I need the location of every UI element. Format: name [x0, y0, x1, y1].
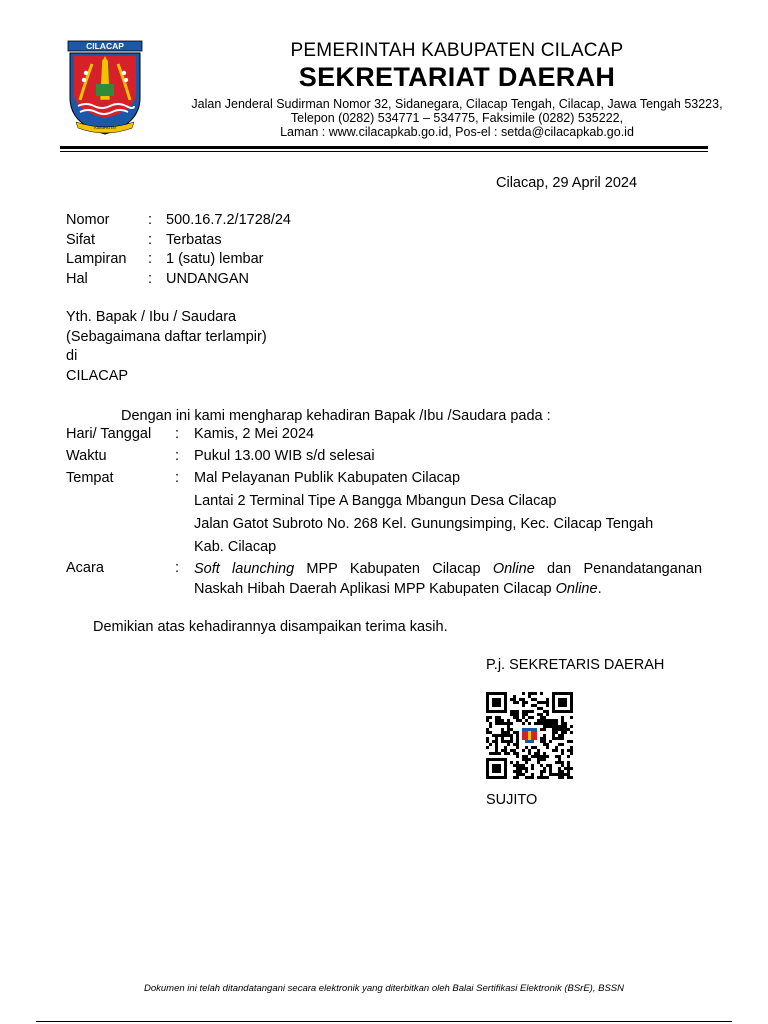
- meta-row-number: [66, 211, 566, 231]
- cilacap-coat-of-arms-logo: [66, 40, 144, 136]
- meta-row-subject: [66, 270, 566, 290]
- signature-qr-code-icon: [486, 692, 573, 779]
- government-name: PEMERINTAH KABUPATEN CILACAP: [290, 40, 624, 61]
- detail-key: Hari/ Tanggal: [66, 426, 152, 442]
- meta-value: 1 (satu) lembar: [166, 251, 264, 267]
- agenda-text-part: MPP Kabupaten Cilacap: [294, 561, 493, 577]
- meta-value: 500.16.7.2/1728/24: [166, 212, 291, 228]
- meta-sep: :: [148, 212, 153, 228]
- recipient-line: di: [66, 348, 78, 364]
- agenda-line: [194, 559, 702, 579]
- meta-sep: :: [148, 251, 153, 267]
- detail-key: Waktu: [66, 448, 107, 464]
- meta-value: Terbatas: [166, 231, 222, 248]
- place-line: Jalan Gatot Subroto No. 268 Kel. Gunungsimping, Kec. Cilacap Tengah: [194, 516, 654, 532]
- detail-sep: :: [175, 470, 180, 486]
- recipient-line: (Sebagaimana daftar terlampir): [66, 328, 267, 345]
- footer-divider: [36, 1021, 732, 1022]
- meta-key: Lampiran: [66, 251, 127, 267]
- meta-value: UNDANGAN: [166, 270, 249, 287]
- signer-title: P.j. SEKRETARIS DAERAH: [486, 657, 665, 673]
- detail-value: Pukul 13.00 WIB s/d selesai: [194, 448, 375, 464]
- website-email-line: Laman : www.cilacapkab.go.id, Pos-el : setda@cilacapkab.go.id: [280, 125, 634, 139]
- place-line: Lantai 2 Terminal Tipe A Bangga Mbangun Desa Cilacap: [194, 493, 557, 509]
- meta-key: Hal: [66, 270, 88, 287]
- detail-key: Acara: [66, 560, 104, 576]
- meta-row-nature: [66, 231, 566, 251]
- meta-key: Sifat: [66, 231, 96, 248]
- recipient-line: Yth. Bapak / Ibu / Saudara: [66, 309, 237, 325]
- meta-row-attachment: [66, 250, 566, 270]
- letter-date: Cilacap, 29 April 2024: [496, 175, 638, 191]
- meta-key: Nomor: [66, 212, 110, 228]
- letterhead-divider-thin: [60, 151, 708, 152]
- place-line: Kab. Cilacap: [194, 539, 277, 555]
- letterhead-divider-thick: [60, 146, 708, 149]
- signer-name: SUJITO: [486, 792, 538, 808]
- office-name: SEKRETARIAT DAERAH: [298, 62, 616, 92]
- agenda-text: [194, 559, 702, 599]
- agenda-line: [194, 579, 702, 599]
- meta-sep: :: [148, 270, 153, 287]
- agenda-text-part: Naskah Hibah Daerah Aplikasi MPP Kabupaten Cilacap: [194, 581, 556, 597]
- recipient-city: CILACAP: [66, 367, 129, 384]
- detail-key: Tempat: [66, 470, 114, 486]
- detail-sep: :: [175, 560, 180, 576]
- detail-value: Mal Pelayanan Publik Kabupaten Cilacap: [194, 470, 461, 486]
- agenda-italic: Online: [555, 581, 598, 597]
- agenda-italic: Online: [492, 561, 535, 577]
- logo-ribbon-text: KABUPATEN: [94, 126, 116, 130]
- agenda-text-part: .: [597, 581, 602, 597]
- meta-sep: :: [148, 231, 153, 248]
- address-line: Jalan Jenderal Sudirman Nomor 32, Sidanegara, Cilacap Tengah, Cilacap, Jawa Tengah 53223,: [191, 97, 723, 111]
- contact-line: Telepon (0282) 534771 – 534775, Faksimile (0282) 535222,: [290, 111, 624, 125]
- e-signature-notice: Dokumen ini telah ditandatangani secara elektronik yang diterbitkan oleh Balai Sertifikasi Elektronik (BSrE), BSSN: [144, 983, 624, 994]
- invitation-intro: Dengan ini kami mengharap kehadiran Bapak /Ibu /Saudara pada :: [121, 408, 551, 424]
- agenda-italic: Soft launching: [194, 561, 295, 577]
- detail-value: Kamis, 2 Mei 2024: [194, 426, 315, 442]
- detail-sep: :: [175, 426, 180, 442]
- logo-text: CILACAP: [86, 41, 124, 51]
- closing-sentence: Demikian atas kehadirannya disampaikan terima kasih.: [93, 619, 448, 635]
- detail-sep: :: [175, 448, 180, 464]
- agenda-text-part: dan Penandatanganan: [534, 561, 703, 577]
